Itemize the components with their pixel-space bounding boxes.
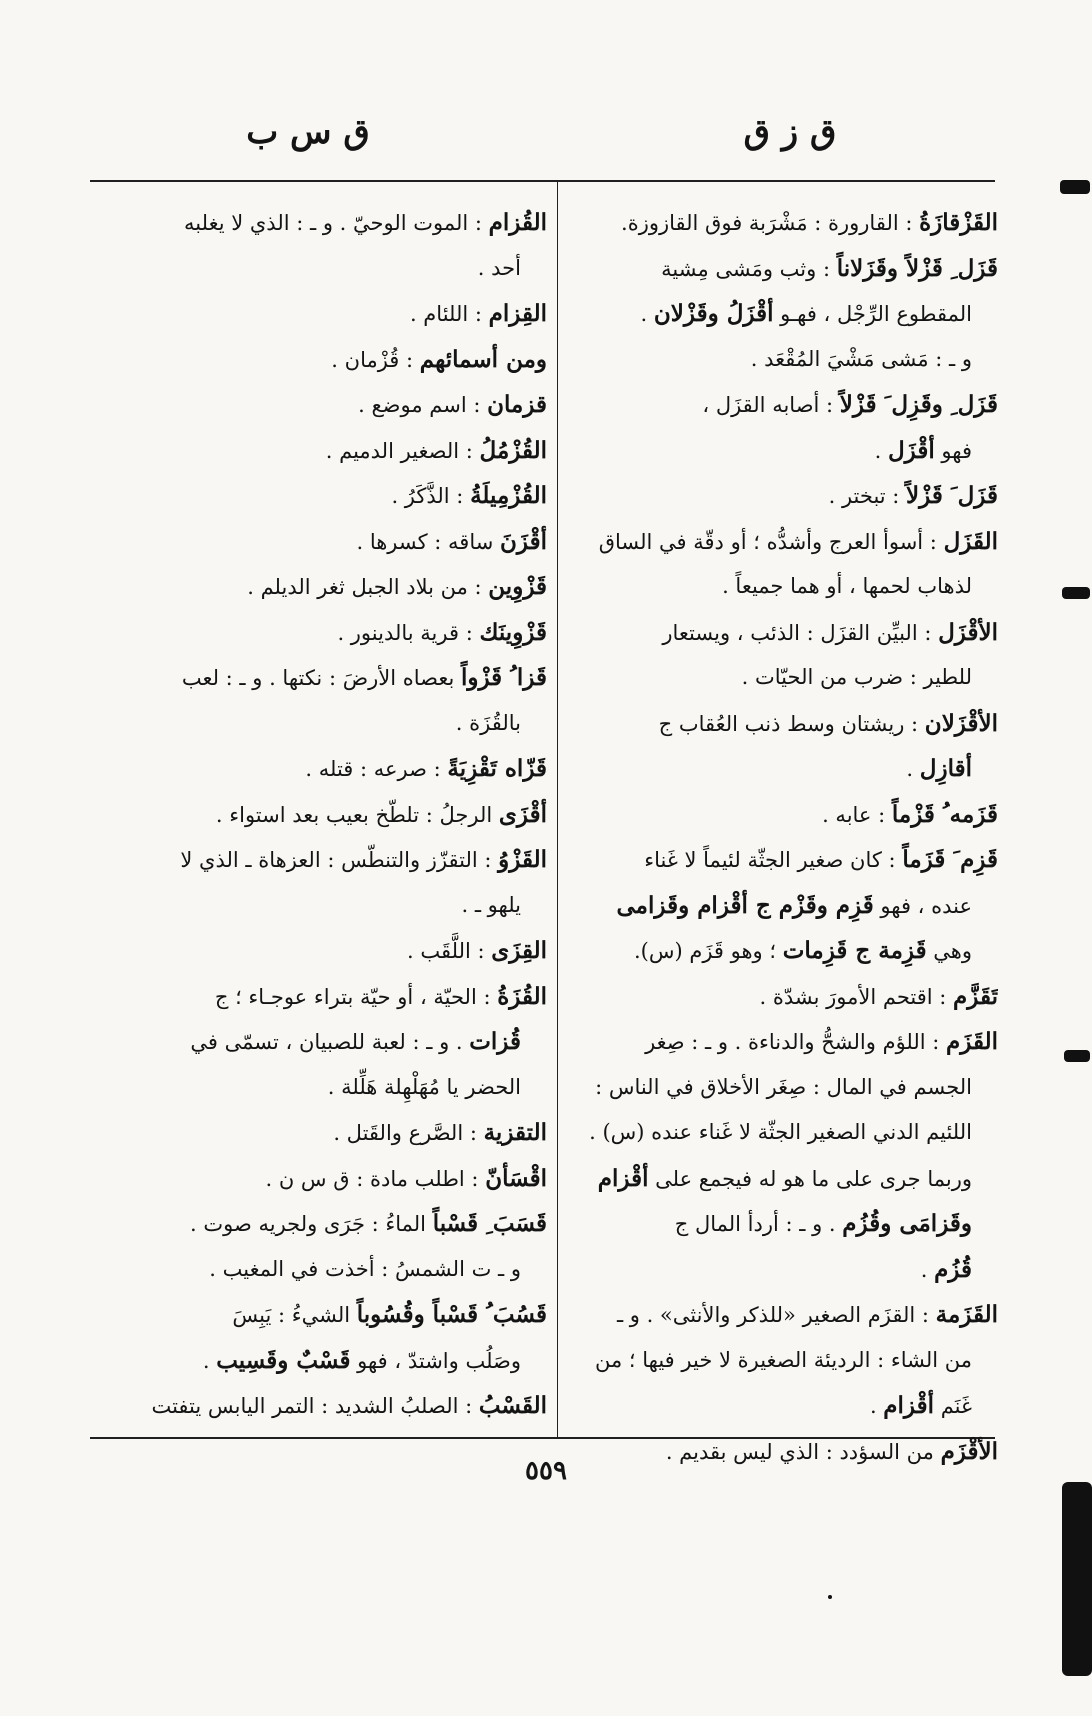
entry-line [92, 974, 547, 1020]
headword: القَزْقازَةُ [919, 209, 998, 236]
derived-form: قُزُم [934, 1255, 972, 1283]
definition-text: : الحيّة ، أو حيّة بتراء عوجـاء ؛ ج [214, 984, 498, 1009]
definition-text: . و ـ : أردأ المال ج [674, 1212, 843, 1236]
entry-line [92, 291, 547, 337]
definition-text: من السؤدد : الذي ليس بقديم . [665, 1439, 941, 1464]
definition-text: . [640, 302, 654, 326]
entry-continuation-line [92, 1247, 547, 1293]
entry-line [92, 1292, 547, 1338]
headword: أقْزَنَ [500, 527, 547, 555]
definition-text: : البيِّن القزَل : الذئب ، ويستعار [662, 620, 939, 645]
definition-text: : عابه . [822, 802, 892, 827]
entry-line [92, 610, 547, 656]
entry-line [92, 746, 547, 792]
entry-continuation-line [563, 1110, 998, 1156]
definition-text: ؛ وهو قَزَم (س). [633, 939, 783, 963]
entry-line [563, 610, 998, 656]
entry-line [563, 792, 998, 838]
entry-line [563, 473, 998, 519]
definition-text: من الشاء : الرديئة الصغيرة لا خير فيها ؛ من [595, 1347, 972, 1372]
definition-text: : أصابه القزَل ، [702, 393, 840, 417]
entry-line [563, 974, 998, 1020]
entry-continuation-line [563, 655, 998, 701]
entry-continuation-line [563, 1247, 998, 1293]
edge-ink-mark [1064, 1050, 1090, 1062]
entry-continuation-line [563, 1065, 998, 1111]
headword: ومن أسمائهم [419, 345, 547, 373]
entry-line [563, 519, 998, 565]
right-column [563, 200, 998, 1474]
headword: تَقَزَّم [953, 982, 998, 1010]
derived-form: أقازِل [919, 755, 972, 782]
headword: قَزَمه ُ قَزْماً [891, 800, 998, 828]
headword: قزمان [487, 391, 547, 418]
headword: القَسْبُ [478, 1392, 547, 1419]
entry-continuation-line [563, 428, 998, 474]
definition-text: : كان صغير الجثّة لئيماً لا غَناء [644, 848, 903, 872]
definition-text: عنده ، فهو [873, 893, 972, 918]
headword: القِزام [488, 300, 547, 327]
definition-text: بعصاه الأرضَ : نكتها . و ـ : لعب [181, 666, 461, 690]
definition-text: و ـ ت الشمسُ : أخذت في المغيب . [209, 1256, 521, 1281]
headword: قَزَل ِ قَزْلاً وقَزَلاناً [836, 254, 998, 282]
definition-text: : التقزّز والتنطّس : العزهاة ـ الذي لا [180, 848, 499, 872]
definition-text: الشيءُ : يَبِسَ [232, 1303, 357, 1327]
definition-text: وصَلُب واشتدّ ، فهو [350, 1348, 521, 1373]
entry-line [92, 1201, 547, 1247]
definition-text: : الصَّرع والقَتل . [333, 1121, 484, 1145]
entry-continuation-line [563, 883, 998, 929]
entry-line [563, 1019, 998, 1065]
derived-form: أقْزَل [887, 436, 935, 464]
derived-form: أقْزَلُ وقَزْلان [653, 300, 774, 327]
headword: الأقْزَل [938, 618, 998, 646]
definition-text: . و ـ : لعبة للصبيان ، تسمّى في [190, 1030, 470, 1054]
entry-continuation-line [563, 1383, 998, 1429]
entry-continuation-line [563, 928, 998, 974]
edge-ink-mark [1062, 587, 1090, 599]
entry-line [92, 200, 547, 246]
definition-text: . [202, 1348, 217, 1373]
entry-line [92, 337, 547, 383]
definition-text: : اطلب مادة : ق س ن . [265, 1166, 486, 1191]
headword: قَزْوِين [488, 573, 547, 600]
headword: قَزَل ِ وقَزِل َ قَزْلاً [839, 391, 998, 418]
headword: قَزَل َ قَزْلاً [906, 482, 998, 509]
entry-line [563, 200, 998, 246]
headword: الأقْزَم [940, 1437, 998, 1465]
headword: التقزية [483, 1119, 547, 1146]
definition-text: بالقُزَة . [455, 710, 521, 735]
definition-text: ساقه : كسرها . [356, 529, 501, 554]
entry-line [92, 473, 547, 519]
entry-continuation-line [563, 337, 998, 383]
entry-line [563, 701, 998, 747]
entry-continuation-line [563, 1338, 998, 1384]
definition-text: وهي [926, 939, 972, 963]
headword: قَزّاه تَقْزِيَةً [447, 755, 547, 782]
definition-text: غَنَم [934, 1394, 972, 1418]
headword: القُزْمُلُ [479, 436, 547, 464]
headword: قَزا ُ قَزْواً [460, 664, 547, 691]
definition-text: الماءُ : جَرَى ولجريه صوت . [189, 1212, 433, 1236]
definition-text: و ـ : مَشى مَشْيَ المُقْعَد . [750, 346, 972, 371]
entry-line [92, 382, 547, 428]
definition-text: : صرعه : قتله . [305, 757, 448, 781]
definition-text: الجسم في المال : صِغَر الأخلاق في الناس : [595, 1074, 972, 1099]
headword: القَزَم [946, 1028, 998, 1055]
left-column [92, 200, 547, 1429]
derived-form: قَزِمة ج قَزِمات [782, 937, 927, 964]
entry-continuation-line [563, 746, 998, 792]
entry-continuation-line [563, 291, 998, 337]
entry-continuation-line [92, 1019, 547, 1065]
derived-form: قَزِم وقَزْم ج أقْزام وقَزامى [616, 891, 874, 919]
entry-line [563, 246, 998, 292]
definition-text: : اقتحم الأمورَ بشدّة . [759, 984, 954, 1009]
entry-continuation-line [563, 1156, 998, 1202]
headword: قَزِم َ قَزَماً [902, 846, 998, 873]
definition-text: : قرية بالدينور . [337, 620, 480, 645]
derived-form: أقْزام [597, 1164, 649, 1192]
entry-line [92, 519, 547, 565]
headword: القُزَةُ [497, 982, 547, 1010]
top-rule [90, 180, 995, 182]
derived-form: قُزات [469, 1028, 521, 1055]
entry-line [92, 1156, 547, 1202]
definition-text: : القزَم الصغير «للذكر والأنثى» . و ـ [616, 1303, 936, 1327]
binding-shadow [1062, 1482, 1092, 1676]
derived-form: وقَزامَى وقُزُم [842, 1210, 972, 1237]
derived-form: أقْزام [883, 1392, 935, 1419]
definition-text: : وثب ومَشى مِشية [661, 256, 837, 281]
header-root-left: ق س ب [246, 112, 370, 152]
definition-text: : اللئام . [409, 302, 489, 326]
definition-text: : اسم موضع . [358, 393, 488, 417]
edge-ink-mark [1060, 180, 1090, 194]
entry-continuation-line [92, 246, 547, 292]
definition-text: لذهاب لحمها ، أو هما جميعاً . [722, 574, 972, 598]
headword: القُزام [488, 209, 547, 236]
definition-text: : ريشتان وسط ذنب العُقاب ج [658, 711, 925, 736]
definition-text: : اللَّقَب . [407, 939, 492, 963]
column-divider [557, 180, 558, 1437]
definition-text: : من بلاد الجبل ثغر الديلم . [247, 575, 489, 599]
entry-continuation-line [563, 564, 998, 610]
entry-line [92, 1110, 547, 1156]
page-number: ٥٥٩ [525, 1456, 567, 1486]
headword: القَزَل [943, 527, 998, 555]
headword: قَسُبَ ُ قَسْباً وقُسُوباً [356, 1301, 547, 1328]
headword: أقْزَى [498, 800, 547, 828]
definition-text: : الذَّكَرُ . [391, 484, 471, 508]
entry-line [563, 837, 998, 883]
definition-text: : القارورة : مَشْرَبة فوق القازوزة. [621, 211, 920, 235]
entry-continuation-line [92, 701, 547, 747]
headword: اقْسَأنّ [485, 1164, 547, 1192]
definition-text: : قُزْمان . [331, 347, 420, 372]
headword: القِزَى [491, 937, 547, 964]
entry-line [92, 564, 547, 610]
definition-text: : تبختر . [828, 484, 907, 508]
entry-continuation-line [92, 883, 547, 929]
headword: الأقْزَلان [924, 709, 998, 737]
definition-text: المقطوع الرِّجْل ، فهـو [773, 302, 972, 326]
header-root-right: ق ز ق [743, 112, 837, 152]
definition-text: . [874, 438, 888, 463]
definition-text: . [906, 757, 920, 781]
definition-text: للطير : ضرب من الحيّات . [741, 665, 972, 689]
definition-text: : الصغير الدميم . [325, 438, 480, 463]
definition-text: : اللؤم والشحُّ والدناءة . و ـ : صِغر [645, 1030, 947, 1054]
definition-text: اللئيم الدني الصغير الجثّة لا غَناء عنده (س) . [589, 1120, 972, 1144]
headword: القُزْمِيلَةُ [470, 482, 547, 509]
headword: القَزْوُ [498, 846, 547, 873]
definition-text: الرجلُ : تلطّخ بعيب بعد استواء . [215, 802, 499, 827]
definition-text: يلهو ـ . [461, 892, 521, 917]
definition-text: . [869, 1394, 884, 1418]
entry-continuation-line [563, 1201, 998, 1247]
entry-line [92, 428, 547, 474]
entry-line [92, 655, 547, 701]
definition-text: . [920, 1257, 935, 1282]
derived-form: قَسْبٌ وقَسِيب [216, 1346, 351, 1374]
entry-line [563, 1292, 998, 1338]
entry-line [92, 928, 547, 974]
headword: قَزْوِينَك [479, 618, 547, 646]
entry-line [563, 382, 998, 428]
definition-text: فهو [934, 438, 972, 463]
entry-line [92, 837, 547, 883]
entry-continuation-line [92, 1338, 547, 1384]
definition-text: : الموت الوحيّ . و ـ : الذي لا يغلبه [184, 211, 489, 235]
definition-text: وربما جرى على ما هو له فيجمع على [648, 1166, 972, 1191]
entry-line [92, 1383, 547, 1429]
headword: قَسَبَ ِ قَسْباً [432, 1210, 547, 1237]
definition-text: الحضر يا مُهَلْهِلة هَلِّلة . [327, 1074, 521, 1099]
definition-text: : أسوأ العرج وأشدُّه ؛ أو دقّة في الساق [598, 529, 944, 554]
ink-speck [828, 1595, 832, 1599]
headword: القَزَمة [935, 1301, 998, 1328]
definition-text: أحد . [477, 255, 521, 280]
definition-text: : الصلبُ الشديد : التمر اليابس يتفتت [151, 1394, 479, 1418]
entry-continuation-line [92, 1065, 547, 1111]
entry-line [92, 792, 547, 838]
